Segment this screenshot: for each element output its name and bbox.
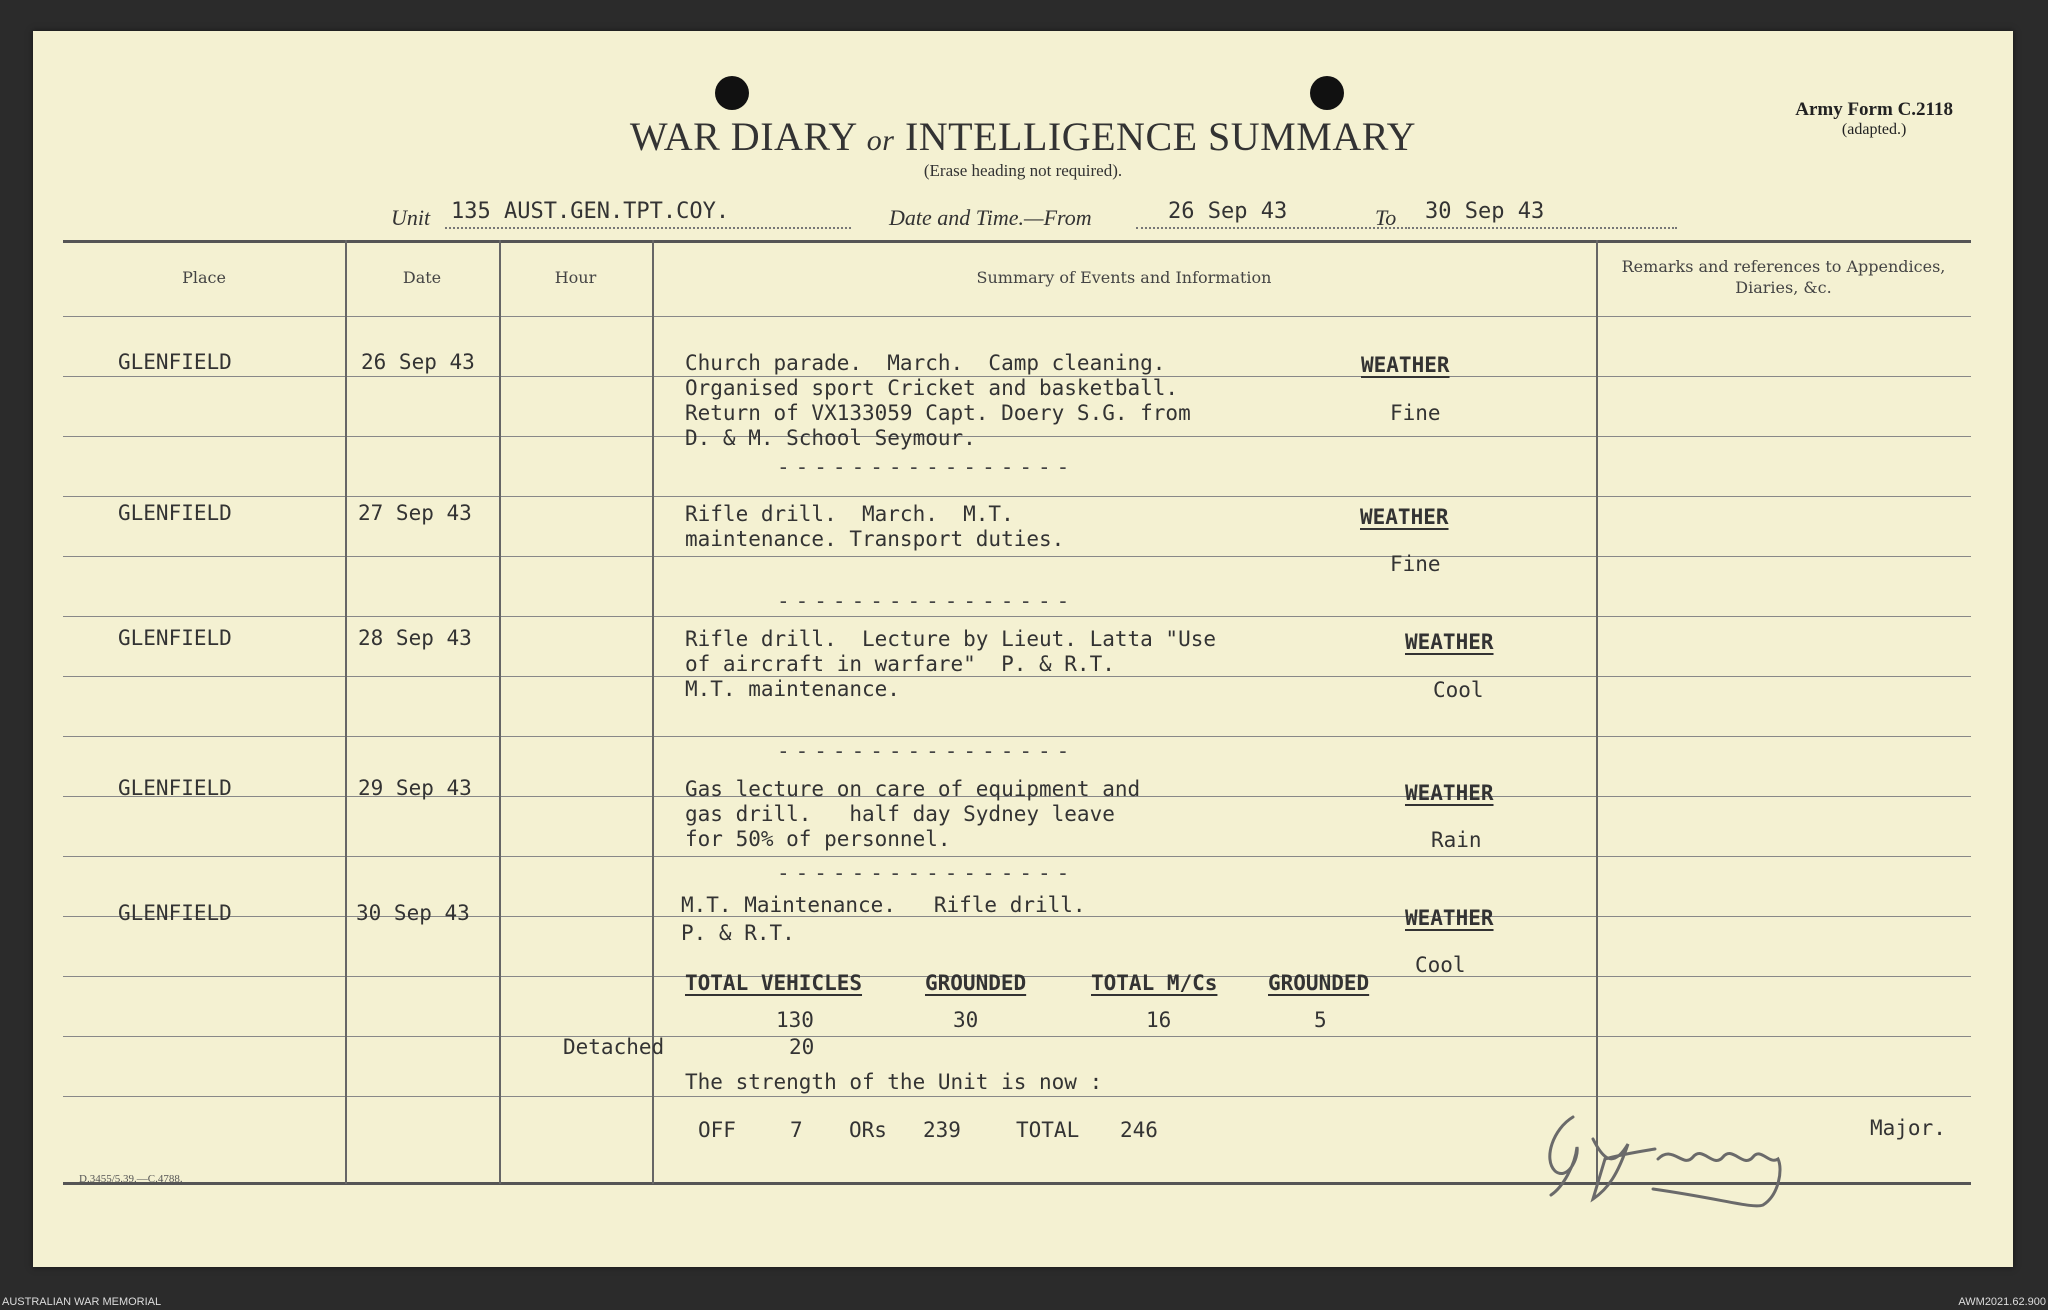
punch-hole (1310, 76, 1344, 110)
entry-place: GLENFIELD (118, 626, 232, 650)
vehicles-grounded-value: 30 (953, 1008, 979, 1032)
army-form-label (1795, 99, 1953, 139)
strength-ors-label: ORs (849, 1118, 887, 1142)
motorcycles-total-value: 16 (1146, 1008, 1172, 1032)
footer-archive-name: AUSTRALIAN WAR MEMORIAL (2, 1296, 162, 1308)
entry-line: for 50% of personnel. (685, 827, 951, 851)
unit-dotted-line (445, 227, 851, 229)
entry-line: Gas lecture on care of equipment and (685, 777, 1141, 801)
unit-value: 135 AUST.GEN.TPT.COY. (451, 199, 730, 224)
page-title (33, 113, 2013, 160)
weather-value: Fine (1390, 401, 1441, 425)
vehicles-total-value: 130 (776, 1008, 814, 1032)
row-rule (63, 436, 1971, 437)
entry-separator: ---------------- (777, 861, 1076, 885)
date-from-label: Date and Time.—From (889, 205, 1092, 230)
column-header-remarks: Remarks and references to Appendices, Diaries, &c. (1621, 257, 1946, 297)
entry-date: 27 Sep 43 (358, 501, 472, 525)
column-header-place: Place (182, 267, 226, 287)
weather-label: WEATHER (1405, 781, 1494, 805)
column-header-hour: Hour (554, 267, 597, 287)
entry-line: P. & R.T. (681, 921, 795, 945)
strength-ors-value: 239 (923, 1118, 961, 1142)
column-divider (499, 240, 501, 1184)
entry-line: of aircraft in warfare" P. & R.T. (685, 652, 1115, 676)
date-to-label: To (1375, 205, 1397, 230)
entry-line: gas drill. half day Sydney leave (685, 802, 1115, 826)
weather-label: WEATHER (1360, 505, 1449, 529)
entry-line: D. & M. School Seymour. (685, 426, 976, 450)
entry-date: 26 Sep 43 (361, 350, 475, 374)
diary-page (33, 31, 2013, 1267)
row-rule (63, 676, 1971, 677)
weather-value: Cool (1415, 953, 1466, 977)
row-rule (63, 496, 1971, 497)
punch-hole (715, 76, 749, 110)
army-form-number: Army Form C.2118 (1795, 99, 1953, 120)
entry-place: GLENFIELD (118, 901, 232, 925)
row-rule (63, 1036, 1971, 1037)
entry-separator: ---------------- (777, 455, 1076, 479)
entry-separator: ---------------- (777, 739, 1076, 763)
entry-line: Church parade. March. Camp cleaning. (685, 351, 1166, 375)
weather-value: Fine (1390, 552, 1441, 576)
row-rule (63, 556, 1971, 557)
table-header-rule (63, 316, 1971, 317)
strength-off-value: 7 (790, 1118, 803, 1142)
entry-line: Organised sport Cricket and basketball. (685, 376, 1179, 400)
date-from-dotted-line (1136, 227, 1403, 229)
column-divider (1596, 240, 1598, 1184)
strength-total-label: TOTAL (1016, 1118, 1080, 1142)
army-form-adapted: (adapted.) (1841, 121, 1907, 138)
entry-line: Rifle drill. March. M.T. (685, 502, 1014, 526)
strength-text: The strength of the Unit is now : (685, 1070, 1103, 1094)
column-divider (345, 240, 347, 1184)
date-to-dotted-line (1405, 227, 1677, 229)
detached-value: 20 (789, 1035, 815, 1059)
entry-date: 28 Sep 43 (358, 626, 472, 650)
vehicles-grounded-header: GROUNDED (925, 971, 1027, 995)
entry-line: Rifle drill. Lecture by Lieut. Latta "Use (685, 627, 1217, 651)
title-or: or (866, 124, 895, 157)
row-rule (63, 616, 1971, 617)
row-rule (63, 856, 1971, 857)
vehicles-total-header: TOTAL VEHICLES (685, 971, 863, 995)
detached-label: Detached (563, 1035, 665, 1059)
motorcycles-total-header: TOTAL M/Cs (1091, 971, 1218, 995)
handwritten-signature (1533, 1099, 1863, 1209)
title-intelligence-summary: INTELLIGENCE SUMMARY (904, 114, 1417, 159)
column-header-summary: Summary of Events and Information (976, 267, 1272, 287)
row-rule (63, 1096, 1971, 1097)
print-code: D.3455/5.39.—C.4788. (79, 1173, 183, 1185)
weather-value: Cool (1433, 678, 1484, 702)
row-rule (63, 736, 1971, 737)
weather-label: WEATHER (1405, 630, 1494, 654)
entry-line: maintenance. Transport duties. (685, 527, 1065, 551)
motorcycles-grounded-header: GROUNDED (1268, 971, 1370, 995)
entry-place: GLENFIELD (118, 501, 232, 525)
strength-total-value: 246 (1120, 1118, 1158, 1142)
strength-off-label: OFF (698, 1118, 736, 1142)
entry-place: GLENFIELD (118, 776, 232, 800)
weather-label: WEATHER (1361, 353, 1450, 377)
entry-line: Return of VX133059 Capt. Doery S.G. from (685, 401, 1191, 425)
date-from-value: 26 Sep 43 (1168, 199, 1288, 224)
entry-date: 30 Sep 43 (356, 901, 470, 925)
date-to-value: 30 Sep 43 (1425, 199, 1545, 224)
entry-place: GLENFIELD (118, 350, 232, 374)
entry-date: 29 Sep 43 (358, 776, 472, 800)
column-header-date: Date (402, 267, 442, 287)
weather-label: WEATHER (1405, 906, 1494, 930)
title-war-diary: WAR DIARY (629, 114, 857, 159)
entry-line: M.T. Maintenance. Rifle drill. (681, 893, 1086, 917)
unit-label: Unit (391, 205, 431, 230)
subtitle: (Erase heading not required). (923, 161, 1123, 180)
entry-line: M.T. maintenance. (685, 677, 900, 701)
motorcycles-grounded-value: 5 (1314, 1008, 1327, 1032)
entry-separator: ---------------- (777, 589, 1076, 613)
signature-rank: Major. (1870, 1116, 1946, 1140)
weather-value: Rain (1431, 828, 1482, 852)
footer-accession-number: AWM2021.62.900 (1958, 1296, 2046, 1308)
